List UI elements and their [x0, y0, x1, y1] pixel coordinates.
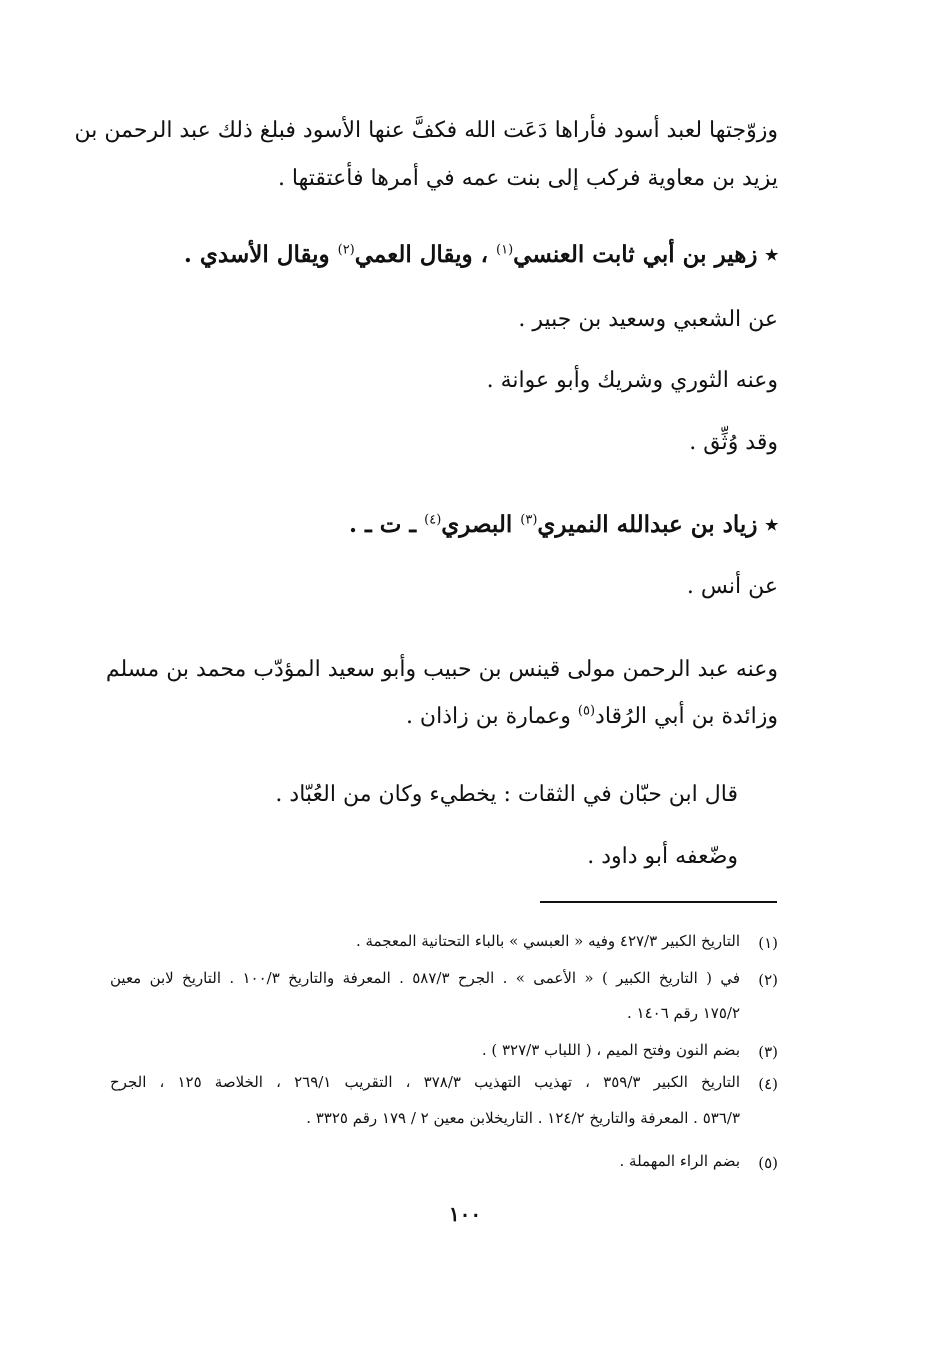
- paragraph-line: وعنه الثوري وشريك وأبو عوانة .: [486, 368, 778, 393]
- footnote-text: بضم النون وفتح الميم ، ( اللباب ٣٢٧/٣ ) .: [481, 1041, 740, 1059]
- page-number: ١٠٠: [448, 1202, 482, 1226]
- footnote-number: (١): [758, 934, 778, 952]
- footnote-text: ٥٣٦/٣ . المعرفة والتاريخ ١٢٤/٢ . التاريخلابن معين ٢ / ١٧٩ رقم ٣٣٢٥ .: [306, 1109, 740, 1127]
- footnote-number: (٣): [758, 1043, 778, 1061]
- footnote-number: (٥): [758, 1154, 778, 1172]
- paragraph-line: [406, 702, 778, 732]
- paragraph-line: وقد وُثِّق .: [689, 430, 778, 455]
- paragraph-line: وضّعفه أبو داود .: [587, 844, 738, 869]
- paragraph-line: عن الشعبي وسعيد بن جبير .: [518, 307, 778, 332]
- entry-text: ، ويقال العمي: [354, 241, 497, 268]
- line-text: وعمارة بن زاذان .: [405, 704, 578, 729]
- entry-text: البصري: [441, 511, 521, 538]
- footnote-text: ١٧٥/٢ رقم ١٤٠٦ .: [627, 1004, 740, 1022]
- footnote-text: التاريخ الكبير ٤٢٧/٣ وفيه « العبسي » بالباء التحتانية المعجمة .: [355, 932, 740, 950]
- paragraph-line: عن أنس .: [686, 574, 778, 599]
- entry-text: ويقال الأسدي .: [183, 241, 338, 268]
- paragraph-line: قال ابن حبّان في الثقات : يخطيء وكان من العُبّاد .: [275, 782, 738, 807]
- paragraph-line: وزوّجتها لعبد أسود فأراها دَعَت الله فكفَّ عنها الأسود فبلغ ذلك عبد الرحمن بن: [74, 118, 778, 143]
- footnote-number: (٤): [758, 1075, 778, 1093]
- footnote-divider: [540, 901, 777, 903]
- footnote-ref: (٣): [520, 512, 538, 528]
- footnote-text: بضم الراء المهملة .: [619, 1152, 740, 1170]
- entry-name: ٭ زياد بن عبدالله النميري: [537, 511, 778, 538]
- entry-name: ٭ زهير بن أبي ثابت العنسي: [513, 241, 778, 268]
- footnote-ref: (٤): [424, 512, 442, 528]
- footnote-ref: (١): [496, 242, 514, 258]
- paragraph-line: وعنه عبد الرحمن مولى قينس بن حبيب وأبو سعيد المؤدّب محمد بن مسلم: [105, 657, 778, 682]
- entry-heading-zuhair: [184, 240, 778, 270]
- footnote-text: في ( التاريخ الكبير ) « الأعمى » . الجرح ٥٨٧/٣ . المعرفة والتاريخ ١٠٠/٣ . التاريخ لابن معين: [110, 969, 741, 987]
- paragraph-line: يزيد بن معاوية فركب إلى بنت عمه في أمرها فأعتقتها .: [277, 166, 778, 191]
- entry-text: ـ ت ـ .: [348, 511, 425, 538]
- footnote-number: (٢): [758, 971, 778, 989]
- footnote-ref: (٥): [577, 703, 596, 719]
- footnote-text: التاريخ الكبير ٣٥٩/٣ ، تهذيب التهذيب ٣٧٨/٣ ، التقريب ٢٦٩/١ ، الخلاصة ١٢٥ ، الجرح: [110, 1073, 740, 1091]
- footnote-ref: (٢): [337, 242, 355, 258]
- line-text: وزائدة بن أبي الرُقاد: [595, 704, 778, 729]
- entry-heading-ziyad: [349, 510, 778, 540]
